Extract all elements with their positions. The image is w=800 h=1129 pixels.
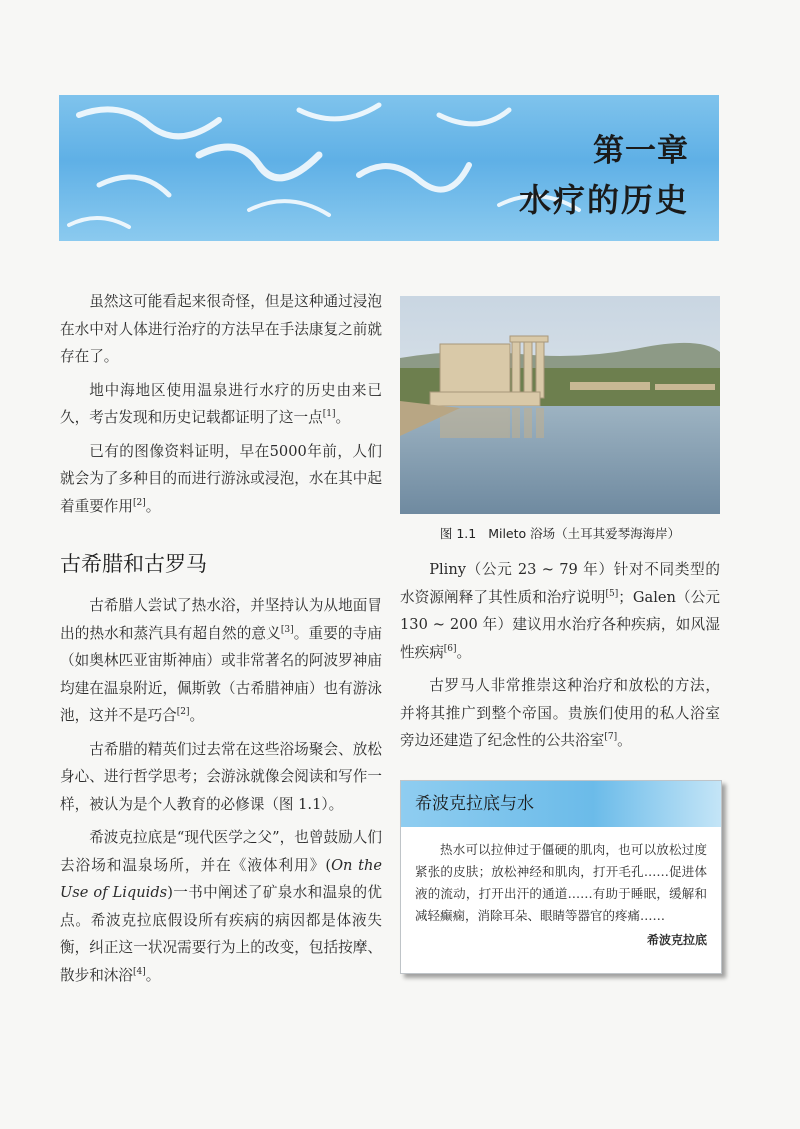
body-paragraph: 地中海地区使用温泉进行水疗的历史由来已久，考古发现和历史记载都证明了这一点[1]。 xyxy=(60,381,382,426)
right-column xyxy=(400,296,720,761)
body-paragraph: 古罗马人非常推崇这种治疗和放松的方法，并将其推广到整个帝国。贵族们使用的私人浴室旁边还建造了纪念性的公共浴室[7]。 xyxy=(400,677,720,749)
sidebar-box xyxy=(400,780,722,974)
body-paragraph: 虽然这可能看起来很奇怪，但是这种通过浸泡在水中对人体进行治疗的方法早在手法康复之前就存在了。 xyxy=(60,293,382,365)
body-paragraph: 古希腊的精英们过去常在这些浴场聚会、放松身心、进行哲学思考；会游泳就像会阅读和写作一样，被认为是个人教育的必修课（图 1.1）。 xyxy=(60,740,382,813)
body-paragraph: 古希腊人尝试了热水浴，并坚持认为从地面冒出的热水和蒸汽具有超自然的意义[3]。重要的寺庙（如奥林匹亚宙斯神庙）或非常著名的阿波罗神庙均建在温泉附近，佩斯敦（古希腊神庙）也有游泳池，这并不是巧合[2]。 xyxy=(60,597,382,724)
body-paragraph: 希波克拉底是“现代医学之父”，也曾鼓励人们去浴场和温泉场所，并在《液体利用》(On the Use of Liquids)一书中阐述了矿泉水和温泉的优点。希波克拉底假设所有疾病的病因都是体液失衡，纠正这一状况需要行为上的改变，包括按摩、散步和沐浴[4]。 xyxy=(60,829,382,984)
left-column xyxy=(60,288,382,995)
figure-caption: 图 1.1 Mileto 浴场（土耳其爱琴海海岸） xyxy=(439,526,681,541)
citation: [1] xyxy=(322,409,336,420)
body-paragraph: 已有的图像资料证明，早在5000年前，人们就会为了多种目的而进行游泳或浸泡，水在其中起着重要作用[2]。 xyxy=(60,442,382,515)
figure-number: 图 1.1 xyxy=(439,526,477,541)
citation: [3] xyxy=(280,624,294,635)
citation: [5] xyxy=(605,588,619,599)
sidebar-title: 希波克拉底与水 xyxy=(401,781,721,827)
chapter-number: 第一章 xyxy=(593,133,689,169)
ruins-photo xyxy=(400,296,720,514)
sidebar-attribution: 希波克拉底 xyxy=(646,933,707,947)
citation: [2] xyxy=(132,497,146,508)
chapter-title: 水疗的历史 xyxy=(518,181,689,219)
citation: [2] xyxy=(176,707,190,718)
chapter-banner xyxy=(59,95,719,241)
section-heading: 古希腊和古罗马 xyxy=(60,552,207,576)
citation: [4] xyxy=(132,966,146,977)
body-paragraph: Pliny（公元 23 ~ 79 年）针对不同类型的水资源阐释了其性质和治疗说明[5]；Galen（公元 130 ~ 200 年）建议用水治疗各种疾病，如风湿性疾病[6]。 xyxy=(400,561,720,661)
citation: [6] xyxy=(443,643,457,654)
sidebar-quote: 热水可以拉伸过于僵硬的肌肉，也可以放松过度紧张的皮肤；放松神经和肌肉，打开毛孔……促进体液的流动，打开出汗的通道……有助于睡眠，缓解和减轻癫痫，消除耳朵、眼睛等器官的疼痛…… xyxy=(415,842,707,923)
citation: [7] xyxy=(604,732,618,743)
